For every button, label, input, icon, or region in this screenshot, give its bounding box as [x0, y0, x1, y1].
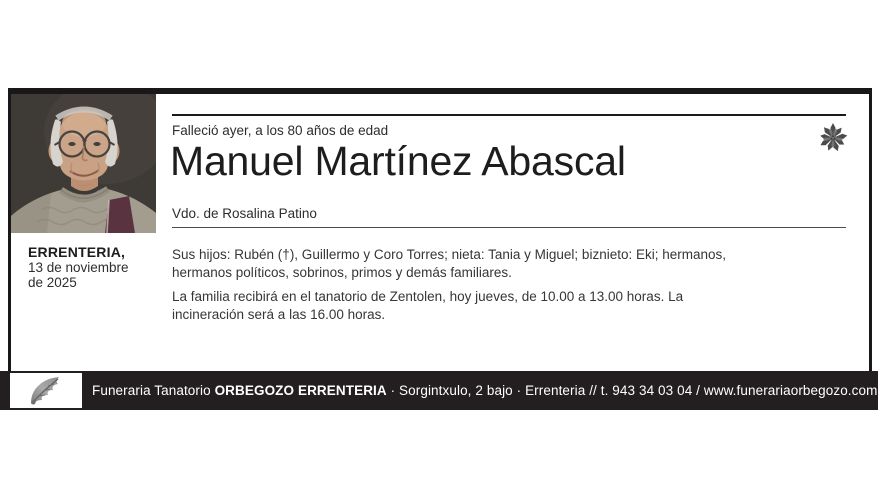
divider-rule — [172, 227, 846, 228]
family-line-2: hermanos políticos, sobrinos, primos y demás familiares. — [172, 264, 512, 280]
funeral-home-footer — [0, 371, 878, 410]
edelweiss-flower-icon — [817, 122, 849, 154]
portrait-photo — [11, 94, 156, 233]
footer-funeral-home-name: ORBEGOZO ERRENTERIA — [214, 383, 387, 398]
relation-line: Vdo. de Rosalina Patino — [172, 206, 317, 221]
dateline-date-line2: de 2025 — [28, 275, 77, 290]
funeral-home-info — [92, 371, 877, 410]
footer-text-details: · Sorgintxulo, 2 bajo · Errenteria // t. 943 34 03 04 / www.funerariaorbegozo.com — [386, 383, 878, 398]
service-paragraph — [172, 288, 852, 323]
header-rule — [172, 114, 846, 116]
edelweiss-leaf-logo-icon — [23, 375, 69, 406]
funeral-home-logo-box — [10, 373, 82, 408]
service-line-1: La familia recibirá en el tanatorio de Zentolen, hoy jueves, de 10.00 a 13.00 horas. La — [172, 289, 684, 304]
family-line-1: Sus hijos: Rubén (†), Guillermo y Coro Torres; nieta: Tania y Miguel; biznieto: Eki; hermanos, — [172, 247, 727, 262]
dateline-date-line1: 13 de noviembre — [28, 260, 129, 275]
family-paragraph — [172, 246, 852, 281]
service-line-2: incineración será a las 16.00 horas. — [172, 306, 386, 322]
footer-text-prefix: Funeraria Tanatorio — [92, 383, 215, 398]
death-announcement-line: Falleció ayer, a los 80 años de edad — [172, 123, 389, 138]
dateline-city: ERRENTERIA, — [28, 244, 126, 260]
portrait-illustration — [11, 94, 156, 233]
deceased-name: Manuel Martínez Abascal — [170, 138, 626, 184]
dateline — [28, 244, 129, 290]
